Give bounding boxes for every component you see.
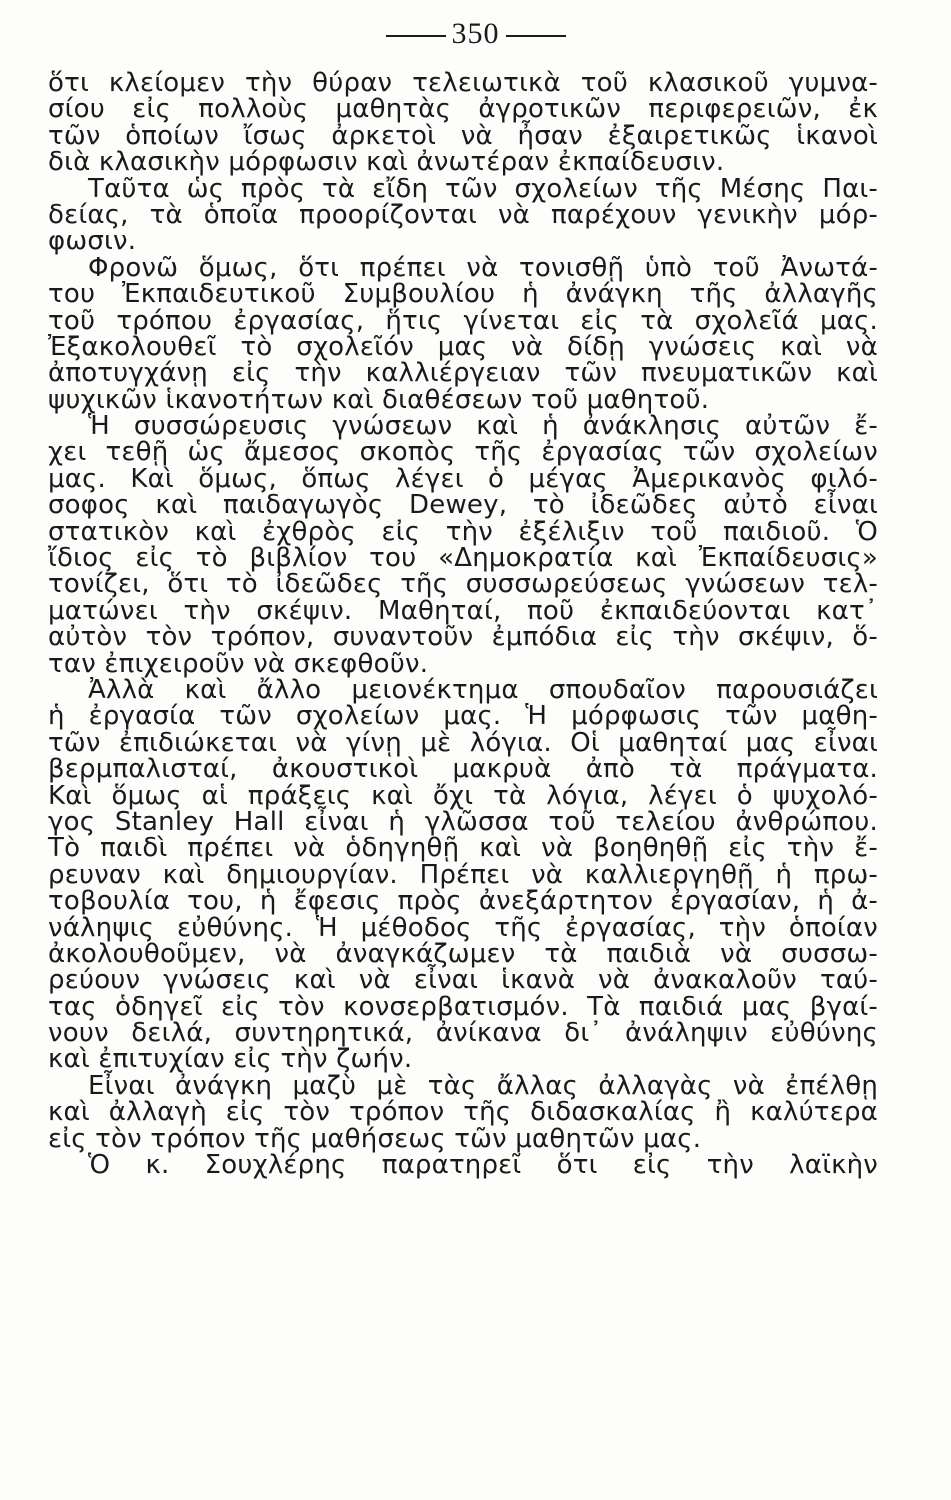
- text-line: καὶ ἀλλαγὴ εἰς τὸν τρόπον τῆς διδασκαλίας ἢ καλύτερα: [48, 1097, 878, 1128]
- text-line: τῶν ὁποίων ἴσως ἀρκετοὶ νὰ ἦσαν ἐξαιρετικῶς ἱκανοὶ: [48, 120, 878, 151]
- text-line: χει τεθῇ ὡς ἄμεσος σκοπὸς τῆς ἐργασίας τῶν σχολείων: [48, 437, 878, 468]
- text-line: γος Stanley Hall εἶναι ἡ γλῶσσα τοῦ τελείου ἀνθρώπου.: [48, 806, 878, 837]
- text-line: Εἶναι ἀνάγκη μαζὺ μὲ τὰς ἄλλας ἀλλαγὰς νὰ ἐπέλθῃ: [88, 1070, 878, 1101]
- text-line: βερμπαλισταί, ἀκουστικοὶ μακρυὰ ἀπὸ τὰ πράγματα.: [48, 754, 878, 785]
- text-line: σοφος καὶ παιδαγωγὸς Dewey, τὸ ἰδεῶδες αὐτὸ εἶναι: [48, 490, 878, 521]
- text-line: τοβουλία του, ἡ ἔφεσις πρὸς ἀνεξάρτητον ἐργασίαν, ἡ ἀ-: [48, 886, 878, 917]
- text-line: νουν δειλά, συντηρητικά, ἀνίκανα δι᾽ ἀνάληψιν εὐθύνης: [48, 1018, 878, 1049]
- text-line: ἀποτυγχάνῃ εἰς τὴν καλλιέργειαν τῶν πνευματικῶν καὶ: [48, 358, 878, 389]
- text-line: διὰ κλασικὴν μόρφωσιν καὶ ἀνωτέραν ἐκπαίδευσιν.: [48, 147, 725, 178]
- text-line: ματώνει τὴν σκέψιν. Μαθηταί, ποῦ ἐκπαιδεύονται κατ᾽: [48, 595, 878, 626]
- text-line: ρευναν καὶ δημιουργίαν. Πρέπει νὰ καλλιεργηθῇ ἡ πρω-: [48, 859, 878, 890]
- text-line: ταν ἐπιχειροῦν νὰ σκεφθοῦν.: [48, 648, 429, 679]
- body-text: [48, 68, 878, 1181]
- text-line: Ἀλλὰ καὶ ἄλλο μειονέκτημα σπουδαῖον παρουσιάζει: [88, 674, 878, 705]
- text-line: αὐτὸν τὸν τρόπον, συναντοῦν ἐμπόδια εἰς τὴν σκέψιν, ὅ-: [48, 622, 878, 653]
- page-header: [0, 14, 951, 54]
- text-line: σίου εἰς πολλοὺς μαθητὰς ἀγροτικῶν περιφερειῶν, ἐκ: [48, 94, 878, 125]
- text-line: τῶν ἐπιδιώκεται νὰ γίνῃ μὲ λόγια. Οἱ μαθηταί μας εἶναι: [48, 727, 878, 758]
- text-line: τοῦ τρόπου ἐργασίας, ἥτις γίνεται εἰς τὰ σχολεῖά μας.: [48, 305, 878, 336]
- text-line: Τὸ παιδὶ πρέπει νὰ ὁδηγηθῇ καὶ νὰ βοηθηθῇ εἰς τὴν ἔ-: [48, 833, 878, 864]
- left-dash: [386, 35, 446, 37]
- text-line: νάληψις εὐθύνης. Ἡ μέθοδος τῆς ἐργασίας, τὴν ὁποίαν: [48, 912, 878, 943]
- text-line: Φρονῶ ὅμως, ὅτι πρέπει νὰ τονισθῇ ὑπὸ τοῦ Ἀνωτά-: [88, 252, 878, 283]
- right-dash: [506, 35, 566, 37]
- text-line: Καὶ ὅμως αἱ πράξεις καὶ ὄχι τὰ λόγια, λέγει ὁ ψυχολό-: [48, 780, 878, 811]
- text-line: τας ὁδηγεῖ εἰς τὸν κονσερβατισμόν. Τὰ παιδιά μας βγαί-: [48, 991, 878, 1022]
- text-line: τονίζει, ὅτι τὸ ἰδεῶδες τῆς συσσωρεύσεως γνώσεων τελ-: [48, 569, 878, 600]
- text-line: ρεύουν γνώσεις καὶ νὰ εἶναι ἱκανὰ νὰ ἀνακαλοῦν ταύ-: [48, 965, 878, 996]
- text-line: εἰς τὸν τρόπον τῆς μαθήσεως τῶν μαθητῶν μας.: [48, 1123, 702, 1154]
- text-line: στατικὸν καὶ ἐχθρὸς εἰς τὴν ἐξέλιξιν τοῦ παιδιοῦ. Ὁ: [48, 516, 878, 547]
- text-line: δείας, τὰ ὁποῖα προορίζονται νὰ παρέχουν γενικὴν μόρ-: [48, 199, 878, 230]
- text-line: φωσιν.: [48, 226, 137, 257]
- text-line: Ὁ κ. Σουχλέρης παρατηρεῖ ὅτι εἰς τὴν λαϊκὴν: [88, 1150, 878, 1181]
- text-line: ἀκολουθοῦμεν, νὰ ἀναγκάζωμεν τὰ παιδιὰ νὰ συσσω-: [48, 938, 878, 969]
- text-line: ὅτι κλείομεν τὴν θύραν τελειωτικὰ τοῦ κλασικοῦ γυμνα-: [48, 68, 878, 98]
- text-line: του Ἐκπαιδευτικοῦ Συμβουλίου ἡ ἀνάγκη τῆς ἀλλαγῆς: [48, 279, 878, 310]
- text-line: ἴδιος εἰς τὸ βιβλίον του «Δημοκρατία καὶ Ἐκπαίδευσις»: [48, 543, 878, 574]
- text-line: Ἡ συσσώρευσις γνώσεων καὶ ἡ ἀνάκλησις αὐτῶν ἔ-: [88, 411, 878, 442]
- text-line: Ἐξακολουθεῖ τὸ σχολεῖόν μας νὰ δίδῃ γνώσεις καὶ νὰ: [48, 331, 878, 362]
- page-number: 350: [451, 17, 500, 50]
- text-line: ἡ ἐργασία τῶν σχολείων μας. Ἡ μόρφωσις τῶν μαθη-: [48, 701, 878, 732]
- text-line: ψυχικῶν ἱκανοτήτων καὶ διαθέσεων τοῦ μαθητοῦ.: [48, 384, 710, 415]
- text-line: Ταῦτα ὡς πρὸς τὰ εἴδη τῶν σχολείων τῆς Μέσης Παι-: [88, 173, 878, 204]
- text-line: μας. Καὶ ὅμως, ὅπως λέγει ὁ μέγας Ἀμερικανὸς φιλό-: [48, 463, 878, 494]
- text-line: καὶ ἐπιτυχίαν εἰς τὴν ζωήν.: [48, 1044, 413, 1075]
